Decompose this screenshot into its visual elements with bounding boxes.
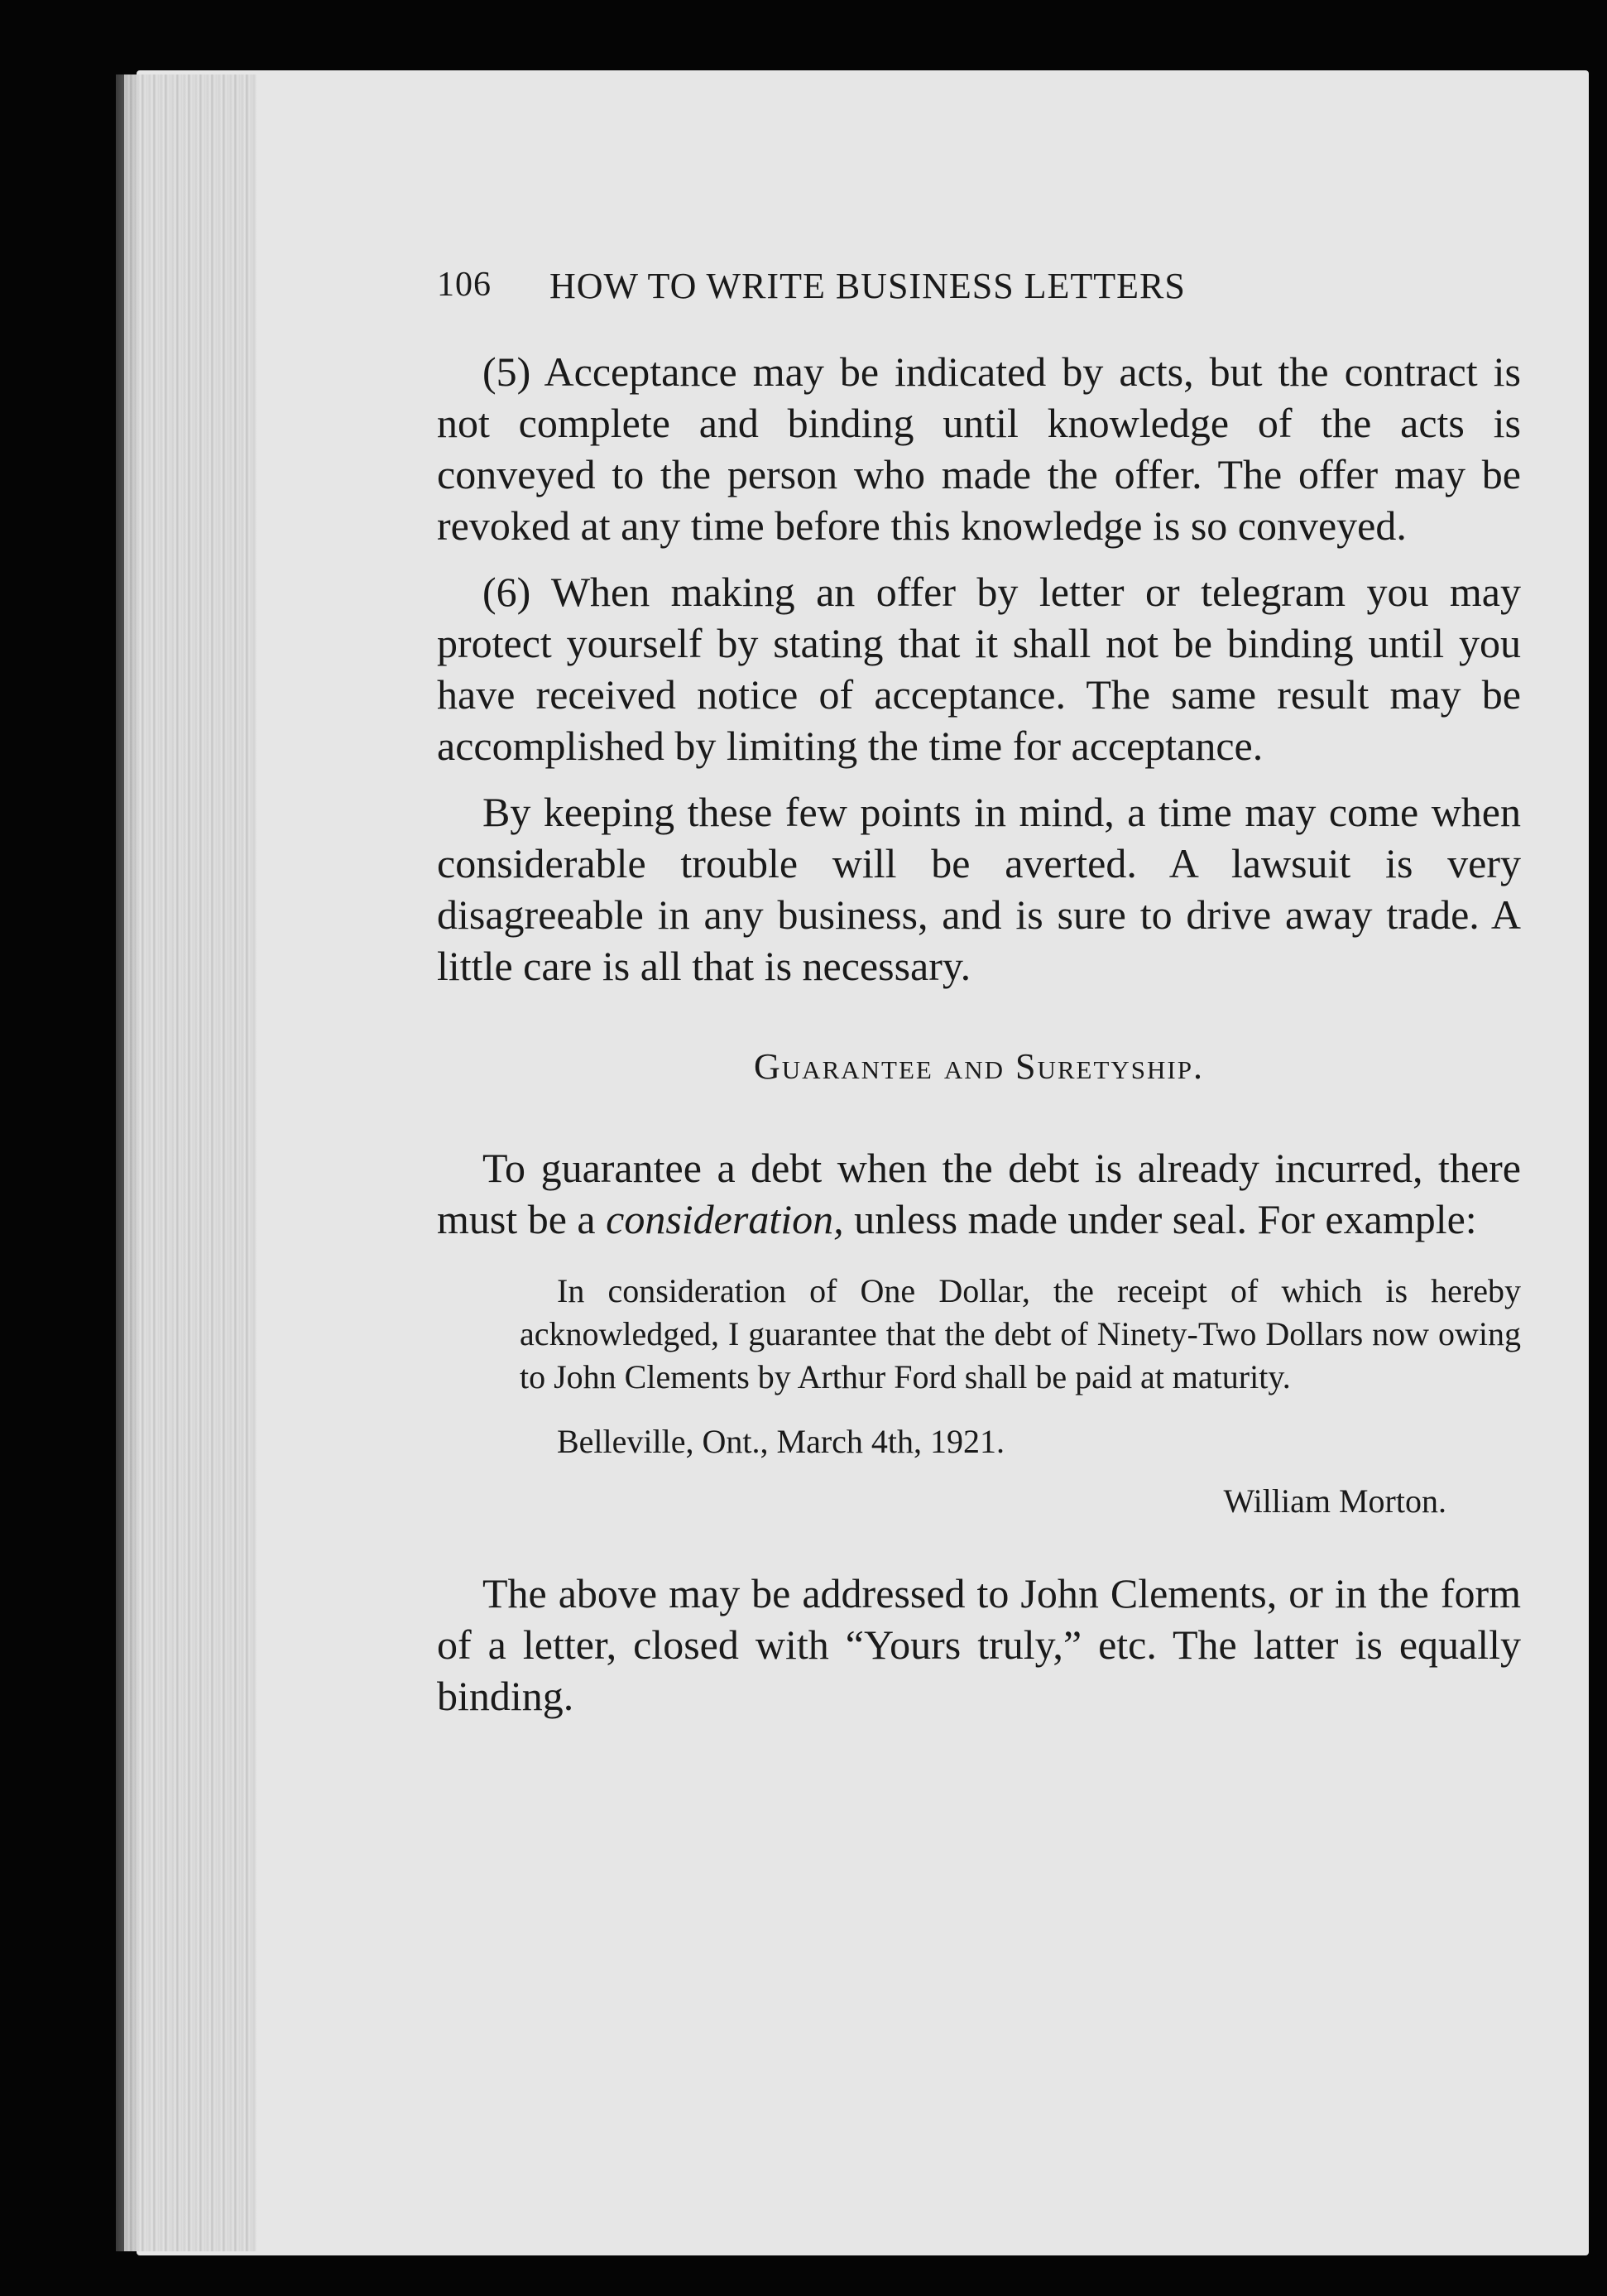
example-place-date: Belleville, Ont., March 4th, 1921. <box>557 1423 1005 1460</box>
paragraph-closing: The above may be addressed to John Clements, or in the form of a letter, closed with “Yours truly,” etc. The latter is equally binding. <box>437 1570 1521 1719</box>
section-heading: Guarantee and Suretyship. <box>754 1046 1204 1087</box>
paragraph-acceptance-acts: (5) Acceptance may be indicated by acts, but the contract is not complete and binding until knowledge of the acts is conveyed to the person who made the offer. The offer may be revoked at any time before this knowledge is so conveyed. <box>437 348 1521 549</box>
intro-emphasis: consideration, <box>606 1196 844 1242</box>
paragraph-keeping-points: By keeping these few points in mind, a time may come when considerable trouble will be averted. A lawsuit is very disagreeable in any business, and is sure to drive away trade. A little care is all that is necessary. <box>437 789 1521 989</box>
body-text <box>437 346 1521 1736</box>
paragraph-offer-by-letter: (6) When making an offer by letter or telegram you may protect yourself by stating that it shall not be binding until you have received notice of acceptance. The same result may be accomplished by limiting the time for acceptance. <box>437 569 1521 769</box>
example-signature: William Morton. <box>1223 1482 1446 1520</box>
intro-text-before: To guarantee a debt when the debt is already incurred, there must be a <box>437 1145 1521 1242</box>
example-guarantee-text: In consideration of One Dollar, the receipt of which is hereby acknowledged, I guarantee that the debt of Ninety-Two Dollars now owing to John Clements by Arthur Ford shall be paid at maturity. <box>520 1272 1521 1395</box>
page-stack-edge <box>124 74 257 2251</box>
intro-text-after: unless made under seal. For example: <box>843 1196 1477 1242</box>
running-title: HOW TO WRITE BUSINESS LETTERS <box>549 266 1186 306</box>
page-number: 106 <box>437 266 492 304</box>
running-head <box>437 265 1397 307</box>
paragraph-guarantee-intro <box>437 1142 1521 1245</box>
